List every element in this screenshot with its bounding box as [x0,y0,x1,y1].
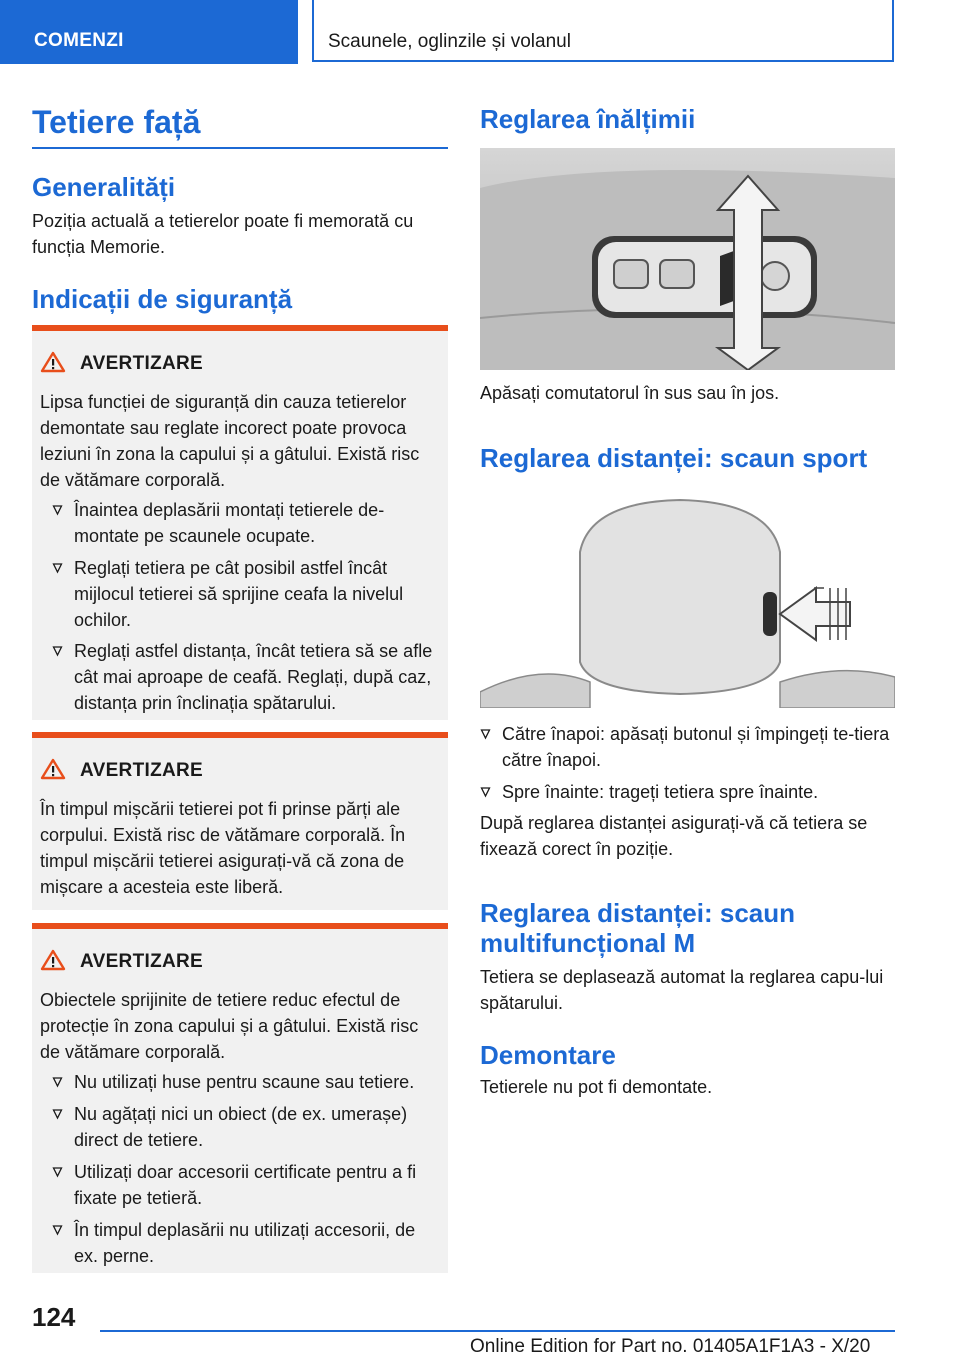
headrest-drawing [480,492,895,708]
remove-heading: Demontare [480,1040,616,1070]
warning-text: Obiectele sprijinite de tetiere reduc efectul de protecție în zona capului și a gâtului. Există risc de vătămare corporală. [40,990,419,1062]
warning-triangle-icon [40,758,66,780]
bullet-triangle-icon [480,787,491,798]
list-item: Reglați tetiera pe cât posibil astfel încât mijlocul tetierei să sprijine ceafa la nivelul ochilor. [52,555,438,633]
seat-switch-illustration [480,148,895,370]
warning-label: AVERTIZARE [80,951,203,972]
headrest-illustration [480,492,895,708]
warning-box-2 [32,732,448,910]
seat-switch-drawing [480,148,895,370]
list-item: În timpul deplasării nu utilizați accesorii, de ex. perne. [52,1217,438,1269]
header-chapter-label: Scaunele, oglinzile și volanul [328,31,571,52]
list-item: Nu agățați nici un obiect (de ex. umerașe) direct de tetiere. [52,1101,438,1153]
page-title: Tetiere față [32,104,201,140]
warning-label: AVERTIZARE [80,760,203,781]
bullet-triangle-icon [52,1167,63,1178]
remove-text: Tetierele nu pot fi demontate. [480,1077,713,1097]
warning-text: În timpul mișcării tetierei pot fi prinse părți ale corpului. Există risc de vătămare corporală. În timpul mișcării tetierei asigurați-vă că zona de mișcare a acesteia este liberă. [40,799,406,897]
page-number: 124 [32,1302,76,1332]
title-rule [32,147,448,149]
list-item: Spre înainte: trageți tetiera spre înainte. [480,779,895,805]
bullet-triangle-icon [52,646,63,657]
safety-heading: Indicații de siguranță [32,284,293,314]
bullet-triangle-icon [52,505,63,516]
warning-triangle-icon [40,351,66,373]
list-item: Către înapoi: apăsați butonul și împingeți te-tiera către înapoi. [480,721,895,773]
footer-edition: Online Edition for Part no. 01405A1F1A3 - X/20 [470,1336,871,1357]
list-item: Înaintea deplasării montați tetierele de-montate pe scaunele ocupate. [52,497,438,549]
sport-text: După reglarea distanței asigurați-vă că tetiera se fixează corect în poziție. [480,813,868,859]
header-section-label: COMENZI [34,30,124,51]
height-caption: Apăsați comutatorul în sus sau în jos. [480,383,780,403]
footer-rule [100,1330,895,1332]
header-chapter-tab [312,0,894,62]
warning-label: AVERTIZARE [80,353,203,374]
general-heading: Generalități [32,172,176,202]
warning-triangle-icon [40,949,66,971]
bullet-triangle-icon [52,1225,63,1236]
warning-box-1 [32,325,448,720]
list-item: Nu utilizați huse pentru scaune sau tetiere. [52,1069,438,1095]
bullet-triangle-icon [480,729,491,740]
height-heading: Reglarea înălțimii [480,104,696,134]
m-heading: Reglarea distanței: scaun multifuncțional M [480,898,795,958]
list-item: Utilizați doar accesorii certificate pentru a fi fixate pe tetieră. [52,1159,438,1211]
general-text: Poziția actuală a tetierelor poate fi memorată cu funcția Memorie. [32,211,414,257]
list-item: Reglați astfel distanța, încât tetiera să se afle cât mai aproape de ceafă. Reglați, după caz, distanța prin înclinația spătarului. [52,638,438,716]
warning-box-3 [32,923,448,1273]
header-section-tab [0,0,298,64]
bullet-triangle-icon [52,563,63,574]
m-text: Tetiera se deplasează automat la reglarea capu-lui spătarului. [480,967,884,1013]
bullet-triangle-icon [52,1109,63,1120]
warning-text: Lipsa funcției de siguranță din cauza tetierelor demontate sau reglate incorect poate provoca leziuni în zona la capului și a gâtului. Există risc de vătămare corporală. [40,392,420,490]
bullet-triangle-icon [52,1077,63,1088]
sport-heading: Reglarea distanței: scaun sport [480,443,868,473]
